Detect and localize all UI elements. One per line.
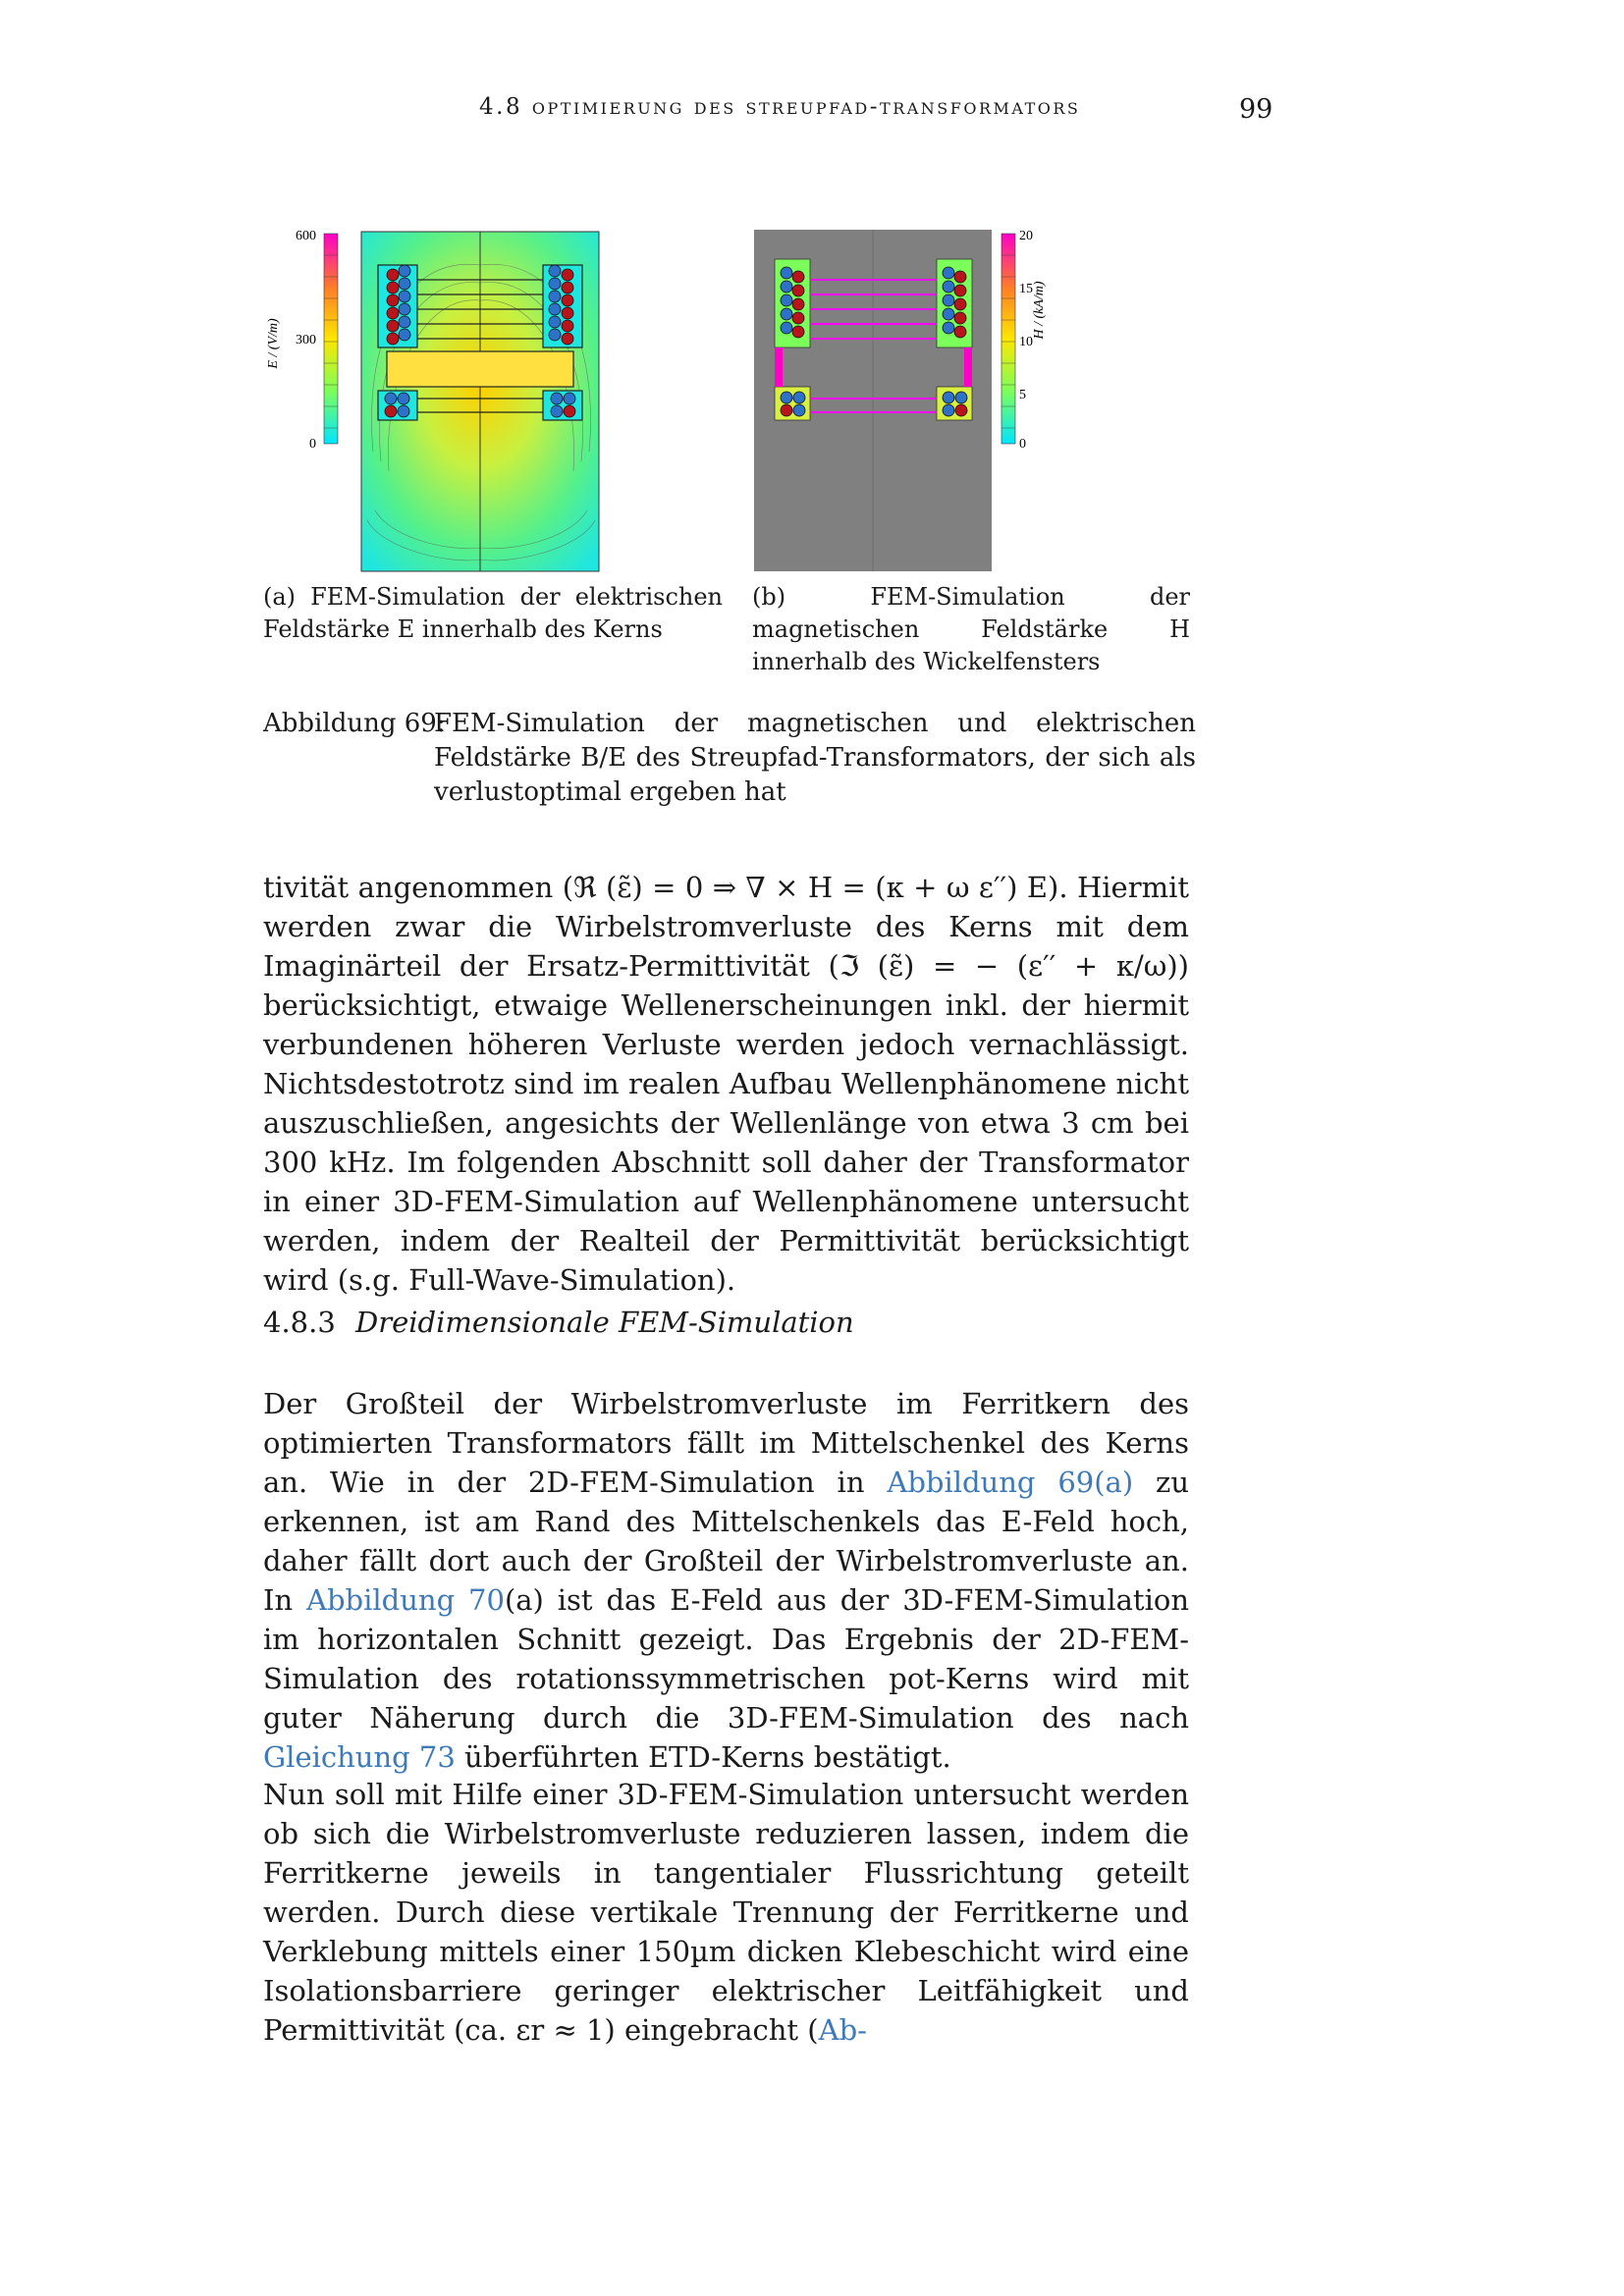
para2-text-2: zu erkennen, ist am Rand des Mittelschenkels das E-Feld hoch, daher fällt dort auch der Großteil der Wirbelstromverluste an. In bbox=[263, 1466, 1189, 1617]
figure-69 bbox=[255, 226, 1237, 579]
left-colorbar bbox=[266, 229, 338, 452]
right-tick-5: 5 bbox=[1019, 388, 1026, 402]
panel-b-hfield bbox=[754, 230, 992, 571]
paragraph-3 bbox=[263, 1775, 1189, 2050]
caption-label: Abbildung 69: bbox=[263, 709, 446, 738]
left-tick-600: 600 bbox=[296, 229, 316, 243]
link-abbildung-69a[interactable]: Abbildung 69(a) bbox=[887, 1466, 1134, 1499]
right-axis-label: H / (kA/m) bbox=[1032, 281, 1047, 340]
para2-text-1: Der Großteil der Wirbelstromverluste im Ferritkern des optimierten Transformators fällt im Mittelschenkel des Kerns an. Wie in der 2D-FEM-Simulation in bbox=[263, 1387, 1189, 1499]
section-title: Dreidimensionale FEM-Simulation bbox=[355, 1306, 854, 1339]
running-header: 4.8 optimierung des streupfad-transformators bbox=[479, 94, 1081, 120]
section-number: 4.8.3 bbox=[263, 1306, 336, 1339]
right-tick-0: 0 bbox=[1019, 437, 1026, 452]
left-axis-label: E / (V/m) bbox=[266, 318, 281, 369]
subcaption-b: (b) FEM-Simulation der magnetischen Feldstärke H innerhalb des Wickelfensters bbox=[752, 583, 1190, 675]
caption-text: FEM-Simulation der magnetischen und elektrischen Feldstärke B/E des Streupfad-Transformators, der sich als verlustoptimal ergeben hat bbox=[434, 709, 1196, 807]
right-tick-20: 20 bbox=[1019, 229, 1033, 243]
right-colorbar bbox=[1001, 229, 1047, 452]
para2-text-4: überführten ETD-Kerns bestätigt. bbox=[455, 1740, 951, 1774]
left-tick-300: 300 bbox=[296, 333, 316, 347]
paragraph-2 bbox=[263, 1384, 1189, 1777]
link-gleichung-73[interactable]: Gleichung 73 bbox=[263, 1740, 456, 1774]
para3-text-1: Nun soll mit Hilfe einer 3D-FEM-Simulation untersucht werden ob sich die Wirbelstromverluste reduzieren lassen, indem die Ferritkerne jeweils in tangentialer Flussrichtung geteilt werden. Durch diese vertikale Trennung der Ferritkerne und Verklebung mittels einer 150µm dicken Klebeschicht wird eine Isolationsbarriere geringer elektrischer Leitfähigkeit und Permittivität (ca. εr ≈ 1) eingebracht ( bbox=[263, 1778, 1189, 2047]
panel-a-efield bbox=[361, 232, 599, 571]
page-number: 99 bbox=[1239, 94, 1273, 125]
figure-caption bbox=[263, 707, 1196, 810]
paragraph-1: tivität angenommen (ℜ (ε̃) = 0 ⇒ ∇ × H = (κ + ω ε′′) E). Hiermit werden zwar die Wirbelstromverluste des Kerns mit dem Imaginärteil der Ersatz-Permittivität (ℑ (ε̃) = − (ε′′ + κ/ω)) berücksichtigt, etwaige Wellenerscheinungen inkl. der hiermit verbundenen höheren Verluste werden jedoch vernachlässigt. Nichtsdestotrotz sind im realen Aufbau Wellenphänomene nicht auszuschließen, angesichts der Wellenlänge von etwa 3 cm bei 300 kHz. Im folgenden Abschnitt soll daher der Transformator in einer 3D-FEM-Simulation auf Wellenphänomene untersucht werden, indem der Realteil der Permittivität berücksichtigt wird (s.g. Full-Wave-Simulation). bbox=[263, 871, 1189, 1297]
link-abbildung-70[interactable]: Abbildung 70 bbox=[306, 1583, 505, 1617]
right-tick-15: 15 bbox=[1019, 282, 1033, 296]
link-abbildung-continued[interactable]: Ab- bbox=[818, 2013, 867, 2047]
para2-text-3: (a) ist das E-Feld aus der 3D-FEM-Simulation im horizontalen Schnitt gezeigt. Das Ergebnis der 2D-FEM-Simulation des rotationssymmetrischen pot-Kerns wird mit guter Näherung durch die 3D-FEM-Simulation des nach bbox=[263, 1583, 1189, 1735]
right-tick-10: 10 bbox=[1019, 335, 1033, 349]
subcaption-a: (a) FEM-Simulation der elektrischen Feldstärke E innerhalb des Kerns bbox=[263, 583, 723, 643]
left-tick-0: 0 bbox=[309, 437, 316, 452]
section-heading bbox=[263, 1306, 854, 1339]
